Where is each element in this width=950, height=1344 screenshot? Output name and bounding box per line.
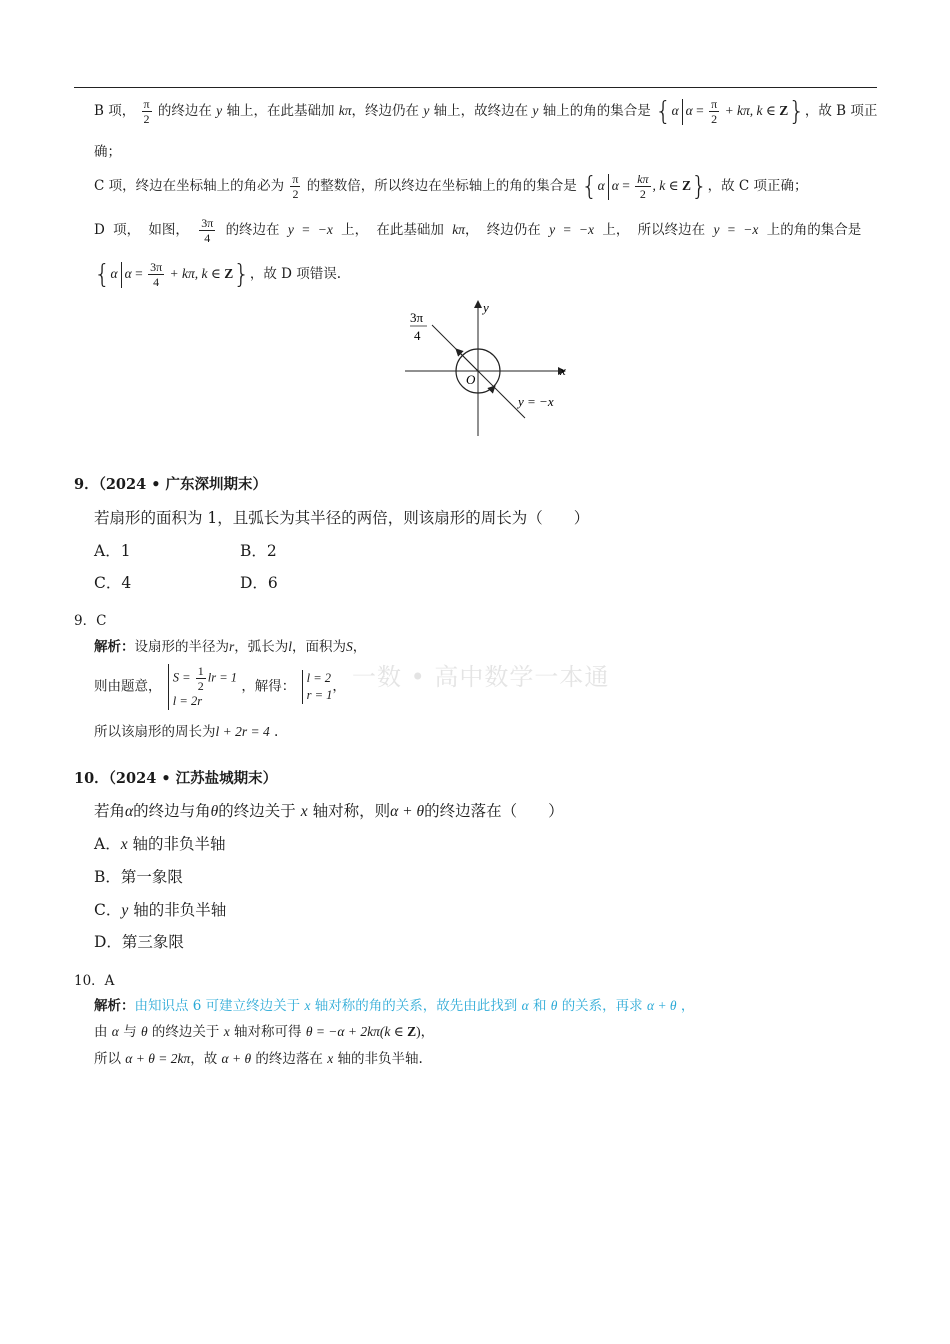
set-b: {α α = $\frac{\pi}{2}$ + kπ, k ∈ Z} <box>655 96 805 127</box>
set-d: {α α = $\frac{3\pi}{4}$ + kπ, k ∈ Z} <box>94 259 250 290</box>
q9-stem: 若扇形的面积为 1，且弧长为其半径的两倍，则该扇形的周长为（ ） <box>94 509 590 527</box>
angle-figure <box>400 296 580 441</box>
equation-system: S = $\frac{1}{2}$ lr = 1 l = 2r <box>168 664 237 710</box>
q9-option-d: D．6 <box>240 574 278 592</box>
a10-line-3: 所以 α + θ = 2kπ，故 α + θ 的终边落在 x 轴的非负半轴. <box>94 1051 423 1067</box>
q10-option-c: C．y 轴的非负半轴 <box>94 901 227 919</box>
q10-stem: 若角α的终边与角θ的终边关于 x 轴对称，则α + θ的终边落在（ ） <box>94 802 564 820</box>
d-item-line-2: {α α = $\frac{3\pi}{4}$ + kπ, k ∈ Z}，故 D 项错误. <box>94 259 342 290</box>
q10-header: 10．（2024 • 江苏盐城期末） <box>74 770 278 787</box>
a9-line-3: 所以该扇形的周长为l + 2r = 4 . <box>94 724 279 740</box>
q10-option-b: B．第一象限 <box>94 868 183 886</box>
pi-over-2-fraction: $\frac{\pi}{2}$ <box>143 97 150 126</box>
angle-label-num: 3π <box>410 310 424 325</box>
a10-line-1: 解析：由知识点 6 可建立终边关于 x 轴对称的角的关系，故先由此找到 α 和 θ 的关系，再求 α + θ ， <box>94 998 695 1014</box>
origin-label: O <box>466 372 476 387</box>
q9-option-b: B．2 <box>240 542 277 560</box>
a9-line-2: 则由题意， S = $\frac{1}{2}$ lr = 1 l = 2r ，解得： l = 2 r = 1 ， <box>94 664 346 708</box>
x-label: x <box>560 363 566 378</box>
watermark: 一数 • 高中数学一本通 <box>352 663 610 691</box>
y-label: y <box>483 300 489 315</box>
b-item-line-2: 确； <box>94 144 121 160</box>
a10-line-2: 由 α 与 θ 的终边关于 x 轴对称可得 θ = −α + 2kπ(k ∈ Z)， <box>94 1024 435 1040</box>
b-item-line-1: B 项， $\frac{\pi}{2}$ 的终边在 y 轴上，在此基础加 kπ，终边仍在 y 轴上，故终边在 y 轴上的角的集合是 {α α = $\frac{\pi}{2}$ + kπ, k ∈ Z}，故 B 项正 <box>94 96 878 127</box>
d-item-line-1: D 项， 如图， $\frac{3\pi}{4}$ 的终边在 y = −x 上， 在此基础加 kπ， 终边仍在 y = −x 上， 所以终边在 y = −x 上的角的集合是 <box>94 216 862 245</box>
q10-option-a: A．x 轴的非负半轴 <box>94 835 226 853</box>
a9-answer: 9．C <box>74 613 107 629</box>
a10-answer: 10．A <box>74 973 115 989</box>
q9-header: 9．（2024 • 广东深圳期末） <box>74 476 268 493</box>
angle-label-den: 4 <box>414 328 421 343</box>
a9-line-1: 解析：设扇形的半径为r，弧长为l，面积为S， <box>94 639 367 655</box>
c-item-line: C 项，终边在坐标轴上的角必为 $\frac{\pi}{2}$ 的整数倍，所以终边在坐标轴上的角的集合是 {α α = $\frac{k\pi}{2}$ , k ∈ Z}，故 C 项正确； <box>94 171 808 202</box>
a10-hint: 由知识点 6 可建立终边关于 x 轴对称的角的关系，故先由此找到 α 和 θ 的关系，再求 α + θ ， <box>134 998 695 1014</box>
q9-option-c: C．4 <box>94 574 132 592</box>
q10-option-d: D．第三象限 <box>94 933 184 951</box>
header-rule <box>74 87 877 88</box>
set-c: {α α = $\frac{k\pi}{2}$ , k ∈ Z} <box>581 171 708 202</box>
solution-system: l = 2 r = 1 <box>302 670 333 704</box>
line-label: y = −x <box>518 394 554 409</box>
q9-option-a: A．1 <box>94 542 131 560</box>
